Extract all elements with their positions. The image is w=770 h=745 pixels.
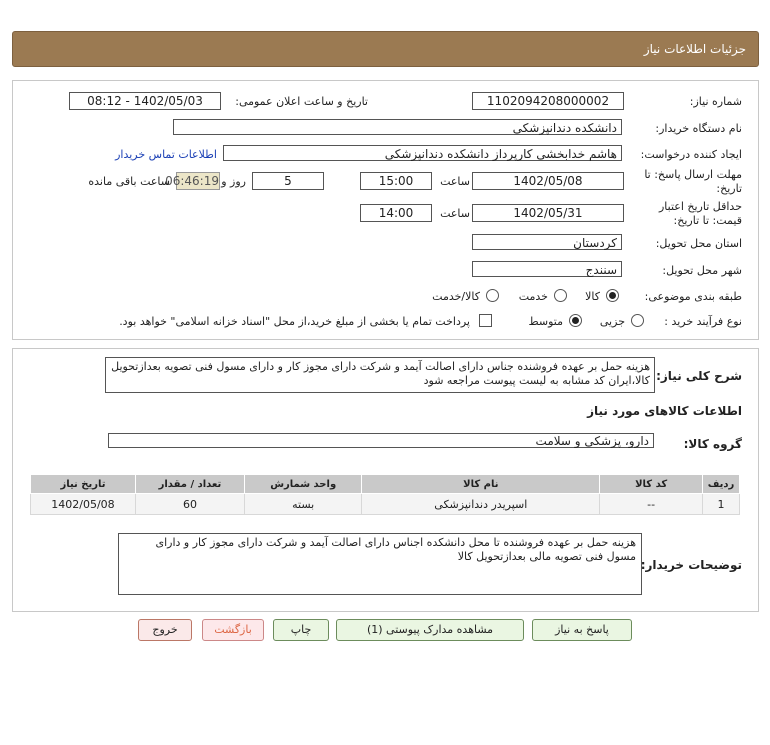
- city-field: سنندج: [472, 261, 622, 277]
- cell-unit: بسته: [245, 494, 362, 515]
- announce-field: 1402/05/03 - 08:12: [69, 92, 221, 110]
- province-field: کردستان: [472, 234, 622, 250]
- announce-label: تاریخ و ساعت اعلان عمومی:: [235, 95, 368, 108]
- cell-qty: 60: [135, 494, 244, 515]
- validity-time-field: 14:00: [360, 204, 432, 222]
- payment-note: پرداخت تمام یا بخشی از مبلغ خرید،از محل "اسناد خزانه اسلامی" خواهد بود.: [119, 315, 470, 328]
- col-code: کد کالا: [600, 475, 703, 494]
- back-button[interactable]: بازگشت: [202, 619, 264, 641]
- city-label: شهر محل تحویل:: [662, 264, 742, 277]
- col-date: تاریخ نیاز: [31, 475, 136, 494]
- col-unit: واحد شمارش: [245, 475, 362, 494]
- page-header: [12, 31, 759, 67]
- col-row: ردیف: [703, 475, 740, 494]
- process-partial-radio[interactable]: [631, 314, 644, 327]
- buyer-notes-text: هزینه حمل بر عهده فروشنده تا محل دانشکده اجناس دارای اصالت آیمد و شرکت دارای مجوز کار و دارای مسول فنی تصویه مالی بعدازتحویل کالا: [118, 533, 642, 595]
- category-goods-label: کالا: [585, 290, 600, 303]
- table-row: [31, 494, 740, 515]
- deadline-date-field: 1402/05/08: [472, 172, 624, 190]
- buyer-org-field: دانشکده دندانپزشکی: [173, 119, 622, 135]
- cell-name: اسپریدر دندانپزشکی: [362, 494, 600, 515]
- goods-section-title: اطلاعات کالاهای مورد نیاز: [587, 404, 742, 418]
- process-partial-label: جزیی: [599, 315, 625, 328]
- validity-date-field: 1402/05/31: [472, 204, 624, 222]
- category-both-radio[interactable]: [486, 289, 499, 302]
- print-button[interactable]: چاپ: [273, 619, 329, 641]
- contact-buyer-link[interactable]: اطلاعات تماس خریدار: [115, 148, 217, 161]
- table-header-row: [31, 475, 740, 494]
- summary-text: هزینه حمل بر عهده فروشنده جناس دارای اصالت آیمد و شرکت دارای مجوز کار و دارای مسول فنی تصویه بعدازتحویل کالا،ایران کد مشابه به لیست پیوست مراجعه شود: [105, 357, 655, 393]
- buyer-org-label: نام دستگاه خریدار:: [655, 122, 742, 135]
- deadline-label-2: تاریخ:: [716, 182, 742, 195]
- days-label: روز و: [221, 175, 246, 188]
- validity-label: حداقل تاریخ اعتبار: [658, 200, 742, 213]
- process-label: نوع فرآیند خرید :: [664, 315, 742, 328]
- category-label: طبقه بندی موضوعی:: [644, 290, 742, 303]
- goods-table: [30, 474, 740, 515]
- cell-date: 1402/05/08: [31, 494, 136, 515]
- category-service-label: خدمت: [518, 290, 548, 303]
- need-number-field: 1102094208000002: [472, 92, 624, 110]
- col-qty: تعداد / مقدار: [135, 475, 244, 494]
- remaining-label: ساعت باقی مانده: [88, 175, 170, 188]
- buyer-notes-label: توضیحات خریدار:: [640, 558, 742, 572]
- summary-label: شرح کلی نیاز:: [656, 369, 742, 383]
- treasury-payment-checkbox[interactable]: [479, 314, 492, 327]
- remaining-time-field: 06:46:19: [165, 174, 219, 188]
- reply-button[interactable]: پاسخ به نیاز: [532, 619, 632, 641]
- deadline-time-label: ساعت: [440, 175, 470, 188]
- deadline-time-field: 15:00: [360, 172, 432, 190]
- goods-group-field: دارو، پزشکی و سلامت: [108, 433, 654, 448]
- validity-label-2: قیمت: تا تاریخ:: [673, 214, 742, 227]
- validity-time-label: ساعت: [440, 207, 470, 220]
- process-medium-label: متوسط: [528, 315, 563, 328]
- col-name: نام کالا: [362, 475, 600, 494]
- process-medium-radio[interactable]: [569, 314, 582, 327]
- deadline-label: مهلت ارسال پاسخ: تا: [644, 168, 742, 181]
- province-label: استان محل تحویل:: [655, 237, 742, 250]
- days-field: 5: [252, 172, 324, 190]
- creator-label: ایجاد کننده درخواست:: [640, 148, 742, 161]
- creator-field: هاشم خدابخشی کارپرداز دانشکده دندانپزشکی: [223, 145, 622, 161]
- page-title: جزئیات اطلاعات نیاز: [643, 42, 746, 56]
- goods-group-label: گروه کالا:: [683, 437, 742, 451]
- need-number-label: شماره نیاز:: [689, 95, 742, 108]
- cell-code: --: [600, 494, 703, 515]
- category-goods-radio[interactable]: [606, 289, 619, 302]
- cell-row: 1: [703, 494, 740, 515]
- attachments-button[interactable]: مشاهده مدارک پیوستی (1): [336, 619, 524, 641]
- category-service-radio[interactable]: [554, 289, 567, 302]
- category-both-label: کالا/خدمت: [432, 290, 480, 303]
- exit-button[interactable]: خروج: [138, 619, 192, 641]
